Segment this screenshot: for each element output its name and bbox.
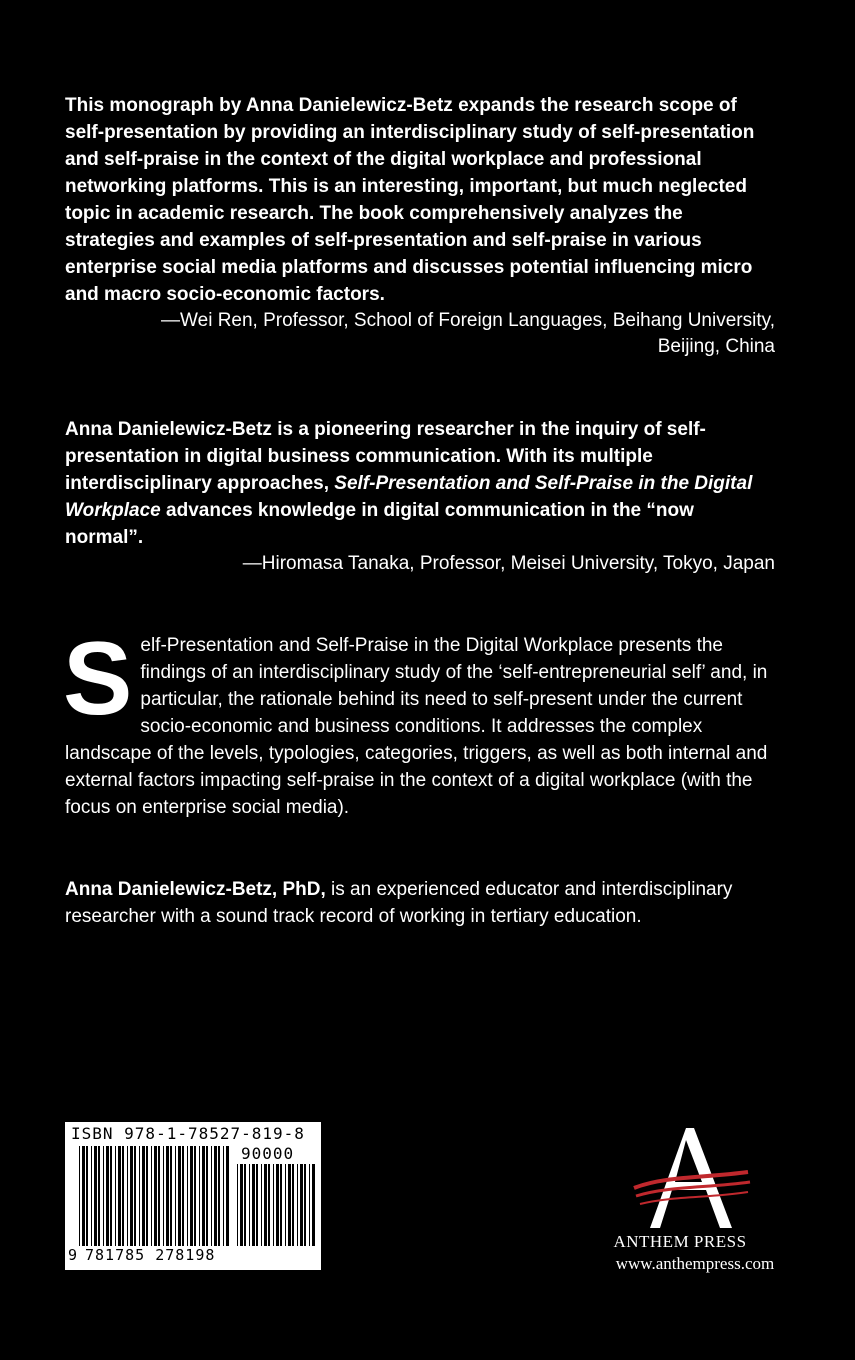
barcode-bar (297, 1164, 298, 1246)
barcode-bar (98, 1146, 100, 1246)
author-bio (65, 876, 775, 930)
ean-first-digit: 9 (68, 1246, 78, 1264)
barcode-bar (103, 1146, 104, 1246)
barcode-bar (190, 1146, 193, 1246)
barcode-bar (142, 1146, 145, 1246)
barcode-bar (312, 1164, 315, 1246)
barcode-bar (94, 1146, 97, 1246)
barcode-bar (300, 1164, 303, 1246)
endorsement-1 (65, 92, 775, 360)
barcode-bar (91, 1146, 92, 1246)
barcode-bar (86, 1146, 88, 1246)
isbn-barcode (65, 1122, 321, 1270)
barcode-bar (151, 1146, 152, 1246)
barcode-bar (175, 1146, 176, 1246)
barcode-bar (244, 1164, 246, 1246)
barcode-bar (166, 1146, 169, 1246)
barcode-bar (134, 1146, 136, 1246)
endorsement-2 (65, 416, 775, 577)
barcode-bar (158, 1146, 160, 1246)
logo-swoosh-3 (640, 1192, 748, 1204)
barcode-bar (139, 1146, 140, 1246)
book-description-text: elf-Presentation and Self-Praise in the Digital Workplace presents the findings of an interdisciplinary study of the ‘self-entrepreneurial self’ and, in particular, the rationale behind its need to self-present under the current socio-economic and business conditions. It addresses the complex landscape of the levels, typologies, categories, triggers, as well as both internal and external factors impacting self-praise in the context of a digital workplace (with the focus on enterprise social media). (65, 635, 768, 818)
barcode-addon-number: 90000 (241, 1144, 295, 1163)
endorsement-2-text (65, 416, 775, 551)
anthem-press-logo (624, 1128, 754, 1234)
barcode-bar (154, 1146, 157, 1246)
barcode-bar (273, 1164, 274, 1246)
author-name: Anna Danielewicz-Betz, PhD, (65, 879, 326, 900)
barcode-bar (249, 1164, 250, 1246)
barcode-bar (82, 1146, 85, 1246)
drop-cap: S (63, 621, 133, 737)
publisher-url[interactable]: www.anthempress.com (615, 1254, 775, 1273)
barcode-bar (252, 1164, 255, 1246)
barcode-bar (182, 1146, 184, 1246)
barcode-bar (256, 1164, 258, 1246)
barcode-bar (285, 1164, 286, 1246)
barcode-bar (280, 1164, 282, 1246)
barcode-bar (178, 1146, 181, 1246)
barcode-bar (223, 1146, 224, 1246)
barcode-bar (115, 1146, 116, 1246)
barcode-bar (261, 1164, 262, 1246)
endorsement-2-attribution: —Hiromasa Tanaka, Professor, Meisei University, Tokyo, Japan (242, 553, 775, 574)
barcode-main-bars (79, 1146, 231, 1246)
barcode-bar (211, 1146, 212, 1246)
barcode-bar (130, 1146, 133, 1246)
barcode-bar (276, 1164, 279, 1246)
barcode-bar (214, 1146, 217, 1246)
barcode-bar (288, 1164, 291, 1246)
author-bio-body: is an experienced educator and interdisciplinary researcher with a sound track record of working in tertiary education. (65, 879, 733, 927)
barcode-bar (170, 1146, 172, 1246)
barcode-bar (110, 1146, 112, 1246)
barcode-bar (106, 1146, 109, 1246)
endorsement-1-attribution-line1: —Wei Ren, Professor, School of Foreign Languages, Beihang University, (161, 310, 775, 331)
isbn-label: ISBN 978-1-78527-819-8 (71, 1124, 305, 1143)
barcode-bar (127, 1146, 128, 1246)
endorsement-1-attribution-line2: Beijing, China (657, 336, 775, 357)
barcode-bar (268, 1164, 270, 1246)
barcode-bar (292, 1164, 294, 1246)
endorsement-2-text-before: Anna Danielewicz-Betz is a pioneering researcher in the inquiry of self-presentation in digital business communication. With its multiple interdisciplinary approaches, (65, 419, 706, 494)
barcode-bar (237, 1164, 238, 1246)
book-description (63, 621, 775, 821)
barcode-bar (309, 1164, 310, 1246)
barcode-bar (118, 1146, 121, 1246)
barcode-bar (194, 1146, 196, 1246)
book-title-italic: Self-Presentation and Self-Praise in the Digital Workplace (65, 473, 753, 521)
endorsement-1-text: This monograph by Anna Danielewicz-Betz expands the research scope of self-presentation by providing an interdisciplinary study of self-presentation and self-praise in the context of the digital workplace and professional networking platforms. This is an interesting, important, but much neglected topic in academic research. The book comprehensively analyzes the strategies and examples of self-presentation and self-praise in various enterprise social media platforms and discusses potential influencing micro and macro socio-economic factors. (65, 95, 755, 305)
barcode-bar (199, 1146, 200, 1246)
barcode-bar (146, 1146, 148, 1246)
barcode-bar (122, 1146, 124, 1246)
barcode-addon-bars (237, 1164, 315, 1246)
barcode-bar (79, 1146, 80, 1246)
barcode-bar (163, 1146, 164, 1246)
barcode-bar (202, 1146, 205, 1246)
endorsement-2-text-after: advances knowledge in digital communication in the “now normal”. (65, 500, 694, 548)
barcode-bar (240, 1164, 243, 1246)
barcode-bar (264, 1164, 267, 1246)
author-bio-text (65, 876, 775, 930)
publisher-name: ANTHEM PRESS (613, 1232, 747, 1251)
barcode-bar (304, 1164, 306, 1246)
ean-digits: 781785 278198 (85, 1246, 216, 1264)
barcode-bar (206, 1146, 208, 1246)
barcode-bar (226, 1146, 229, 1246)
barcode-bar (187, 1146, 188, 1246)
barcode-bar (218, 1146, 220, 1246)
